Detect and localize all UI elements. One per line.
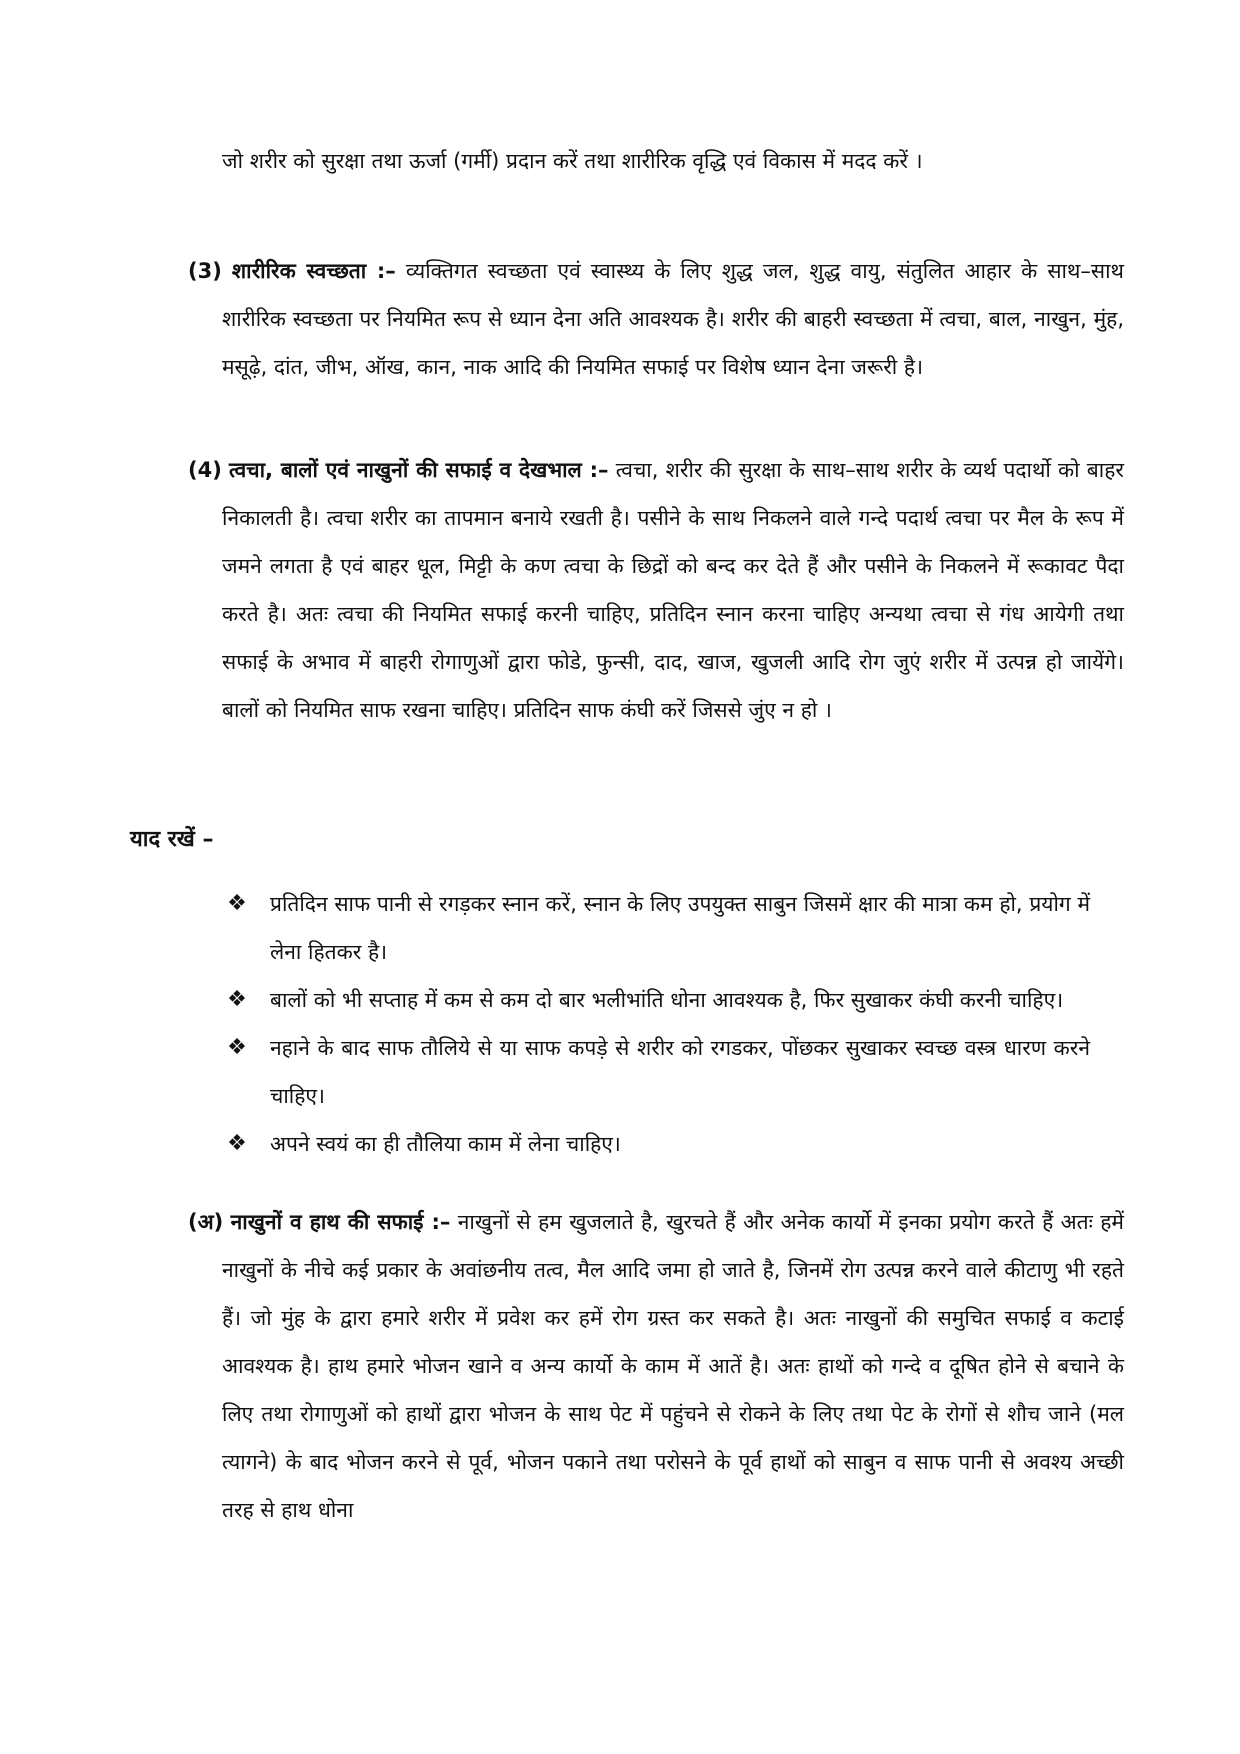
list-item-text: प्रतिदिन साफ पानी से रगड़कर स्नान करें, स्नान के लिए उपयुक्त साबुन जिसमें क्षार की मात्रा कम हो, प्रयोग में लेना हितकर है।: [270, 892, 1090, 964]
section-body: व्यक्तिगत स्वच्छता एवं स्वास्थ्य के लिए शुद्ध जल, शुद्ध वायु, संतुलित आहार के साथ–साथ शारीरिक स्वच्छता पर नियमित रूप से ध्यान देना अति आवश्यक है। शरीर की बाहरी स्वच्छता में त्वचा, बाल, नाखुन, मुंह, मसूढ़े, दांत, जीभ, ऑख, कान, नाक आदि की नियमित सफाई पर विशेष ध्यान देना जरूरी है।: [222, 259, 1124, 379]
list-item-text: अपने स्वयं का ही तौलिया काम में लेना चाहिए।: [270, 1132, 621, 1156]
diamond-bullet-icon: ❖: [227, 1035, 247, 1060]
diamond-bullet-icon: ❖: [227, 891, 247, 916]
section-heading: त्वचा, बालों एवं नाखुनों की सफाई व देखभाल :–: [229, 458, 609, 482]
remember-list: [222, 880, 1090, 1168]
list-item: [222, 1120, 1090, 1168]
list-item: [222, 880, 1090, 976]
section-heading: नाखुनों व हाथ की सफाई :–: [230, 1210, 451, 1234]
section-heading: शारीरिक स्वच्छता :–: [231, 259, 396, 283]
section-physical-cleanliness: [188, 247, 1124, 391]
section-nails-hands-cleaning: [188, 1198, 1124, 1534]
section-skin-hair-nails-care: [188, 446, 1124, 734]
section-number: (3): [188, 259, 222, 283]
intro-paragraph: [222, 137, 1090, 185]
list-item-text: नहाने के बाद साफ तौलिये से या साफ कपड़े से शरीर को रगडकर, पोंछकर सुखाकर स्वच्छ वस्त्र धारण करने चाहिए।: [270, 1036, 1090, 1108]
section-number: (4): [188, 458, 222, 482]
list-item: [222, 1024, 1090, 1120]
section-body: नाखुनों से हम खुजलाते है, खुरचते हैं और अनेक कार्यो में इनका प्रयोग करते हैं अतः हमें नाखुनों के नीचे कई प्रकार के अवांछनीय तत्व, मैल आदि जमा हो जाते है, जिनमें रोग उत्पन्न करने वाले कीटाणु भी रहते हैं। जो मुंह के द्वारा हमारे शरीर में प्रवेश कर हमें रोग ग्रस्त कर सकते है। अतः नाखुनों की समुचित सफाई व कटाई आवश्यक है। हाथ हमारे भोजन खाने व अन्य कार्यो के काम में आतें है। अतः हाथों को गन्दे व दूषित होने से बचाने के लिए तथा रोगाणुओं को हाथों द्वारा भोजन के साथ पेट में पहुंचने से रोकने के लिए तथा पेट के रोगों से शौच जाने (मल त्यागने) के बाद भोजन करने से पूर्व, भोजन पकाने तथा परोसने के पूर्व हाथों को साबुन व साफ पानी से अवश्य अच्छी तरह से हाथ धोना: [222, 1210, 1124, 1522]
intro-text: जो शरीर को सुरक्षा तथा ऊर्जा (गर्मी) प्रदान करें तथा शारीरिक वृद्धि एवं विकास में मदद करें ।: [222, 149, 923, 173]
remember-heading: याद रखें –: [130, 827, 214, 852]
diamond-bullet-icon: ❖: [227, 1131, 247, 1156]
list-item-text: बालों को भी सप्ताह में कम से कम दो बार भलीभांति धोना आवश्यक है, फिर सुखाकर कंघी करनी चाहिए।: [270, 988, 1064, 1012]
section-number: (अ): [188, 1210, 224, 1234]
section-body: त्वचा, शरीर की सुरक्षा के साथ–साथ शरीर के व्यर्थ पदार्थो को बाहर निकालती है। त्वचा शरीर का तापमान बनाये रखती है। पसीने के साथ निकलने वाले गन्दे पदार्थ त्वचा पर मैल के रूप में जमने लगता है एवं बाहर धूल, मिट्टी के कण त्वचा के छिद्रों को बन्द कर देते हैं और पसीने के निकलने में रूकावट पैदा करते है। अतः त्वचा की नियमित सफाई करनी चाहिए, प्रतिदिन स्नान करना चाहिए अन्यथा त्वचा से गंध आयेगी तथा सफाई के अभाव में बाहरी रोगाणुओं द्वारा फोडे, फुन्सी, दाद, खाज, खुजली आदि रोग जुएं शरीर में उत्पन्न हो जायेंगे। बालों को नियमित साफ रखना चाहिए। प्रतिदिन साफ कंघी करें जिससे जुंए न हो ।: [222, 458, 1124, 722]
diamond-bullet-icon: ❖: [227, 987, 247, 1012]
list-item: [222, 976, 1090, 1024]
